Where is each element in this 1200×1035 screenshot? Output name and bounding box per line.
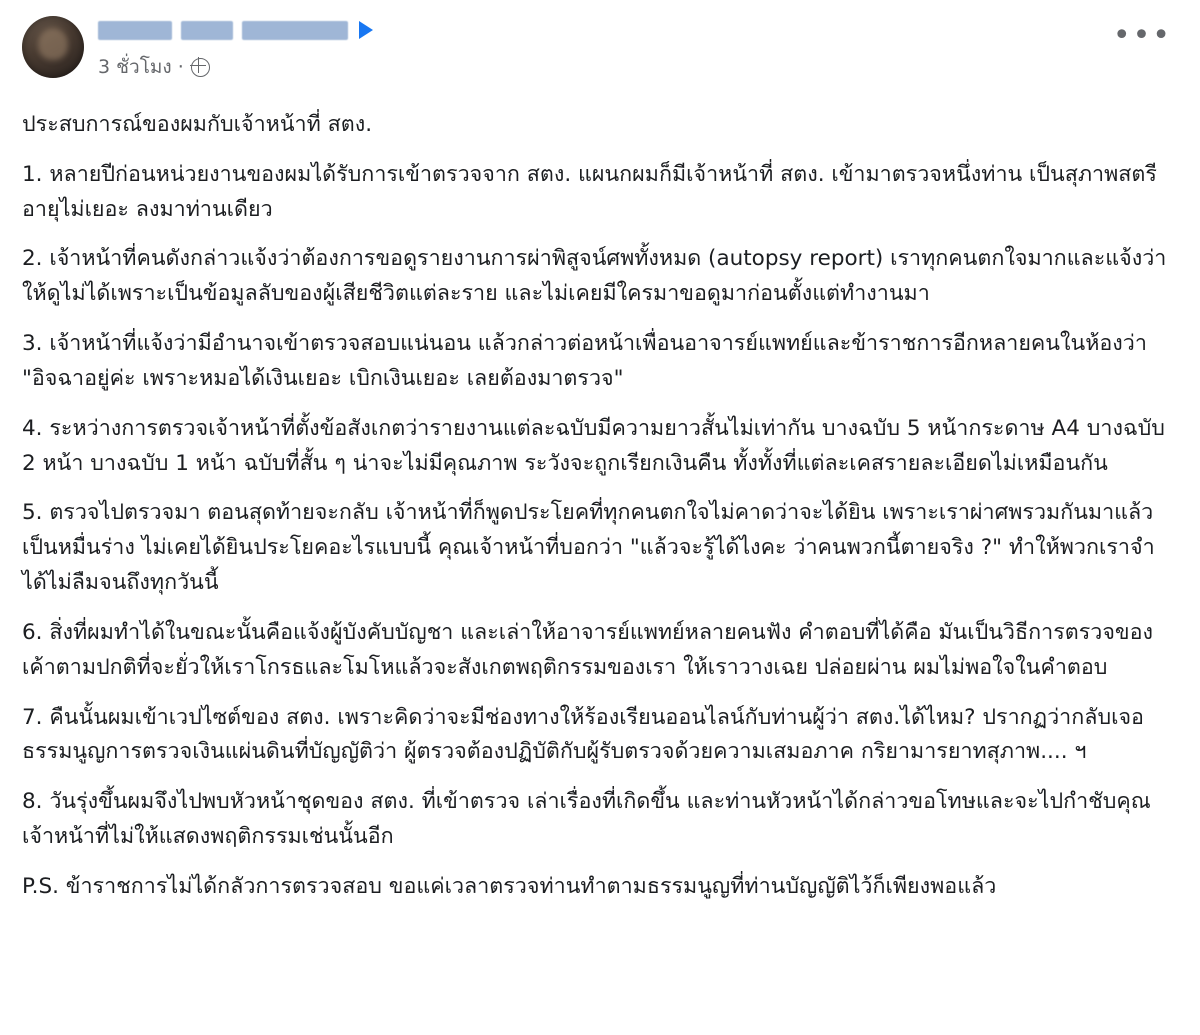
post-paragraph: ประสบการณ์ของผมกับเจ้าหน้าที่ สตง. (22, 112, 373, 137)
post-paragraph: 3. เจ้าหน้าที่แจ้งว่ามีอำนาจเข้าตรวจสอบแน่นอน แล้วกล่าวต่อหน้าเพื่อนอาจารย์แพทย์และข้าราชการอีกหลายคนในห้องว่า "อิจฉาอยู่ค่ะ เพราะหมอได้เงินเยอะ เบิกเงินเยอะ เลยต้องมาตรวจ" (22, 331, 1147, 391)
post-paragraph: P.S. ข้าราชการไม่ได้กลัวการตรวจสอบ ขอแค่เวลาตรวจท่านทำตามธรรมนูญที่ท่านบัญญัติไว้ก็เพียงพอแล้ว (22, 873, 997, 899)
post-author-block (98, 14, 1178, 82)
author-name-redacted-1 (98, 21, 172, 40)
post-paragraph: 6. สิ่งที่ผมทำได้ในขณะนั้นคือแจ้งผู้บังคับบัญชา และเล่าให้อาจารย์แพทย์หลายคนฟัง คำตอบที่ได้คือ มันเป็นวิธีการตรวจของเค้าตามปกติที่จะยั่วให้เราโกรธและโมโหแล้วจะสังเกตพฤติกรรมของเรา ให้เราวางเฉย ปล่อยผ่าน ผมไม่พอใจในคำตอบ (22, 619, 1154, 680)
globe-icon[interactable] (191, 58, 210, 77)
author-name-redacted-3 (242, 21, 348, 40)
post-meta (98, 52, 1178, 82)
post-header (22, 14, 1178, 96)
post-paragraph: 8. วันรุ่งขึ้นผมจึงไปพบหัวหน้าชุดของ สตง. ที่เข้าตรวจ เล่าเรื่องที่เกิดขึ้น และท่านหัวหน้าได้กล่าวขอโทษและจะไปกำชับคุณเจ้าหน้าที่ไม่ให้แสดงพฤติกรรมเช่นนั้นอีก (22, 789, 1151, 850)
more-options-button[interactable]: ••• (1112, 18, 1172, 53)
post-paragraph: 2. เจ้าหน้าที่คนดังกล่าวแจ้งว่าต้องการขอดูรายงานการผ่าพิสูจน์ศพทั้งหมด (autopsy report) เราทุกคนตกใจมากและแจ้งว่าให้ดูไม่ได้เพราะเป็นข้อมูลลับของผู้เสียชีวิตแต่ละราย และไม่เคยมีใครมาขอดูมาก่อนตั้งแต่ทำงานมา (22, 246, 1167, 307)
post-paragraph: 4. ระหว่างการตรวจเจ้าหน้าที่ตั้งข้อสังเกตว่ารายงานแต่ละฉบับมีความยาวสั้นไม่เท่ากัน บางฉบับ 5 หน้ากระดาษ A4 บางฉบับ 2 หน้า บางฉบับ 1 หน้า ฉบับที่สั้น ๆ น่าจะไม่มีคุณภาพ ระวังจะถูกเรียกเงินคืน ทั้งทั้งที่แต่ละเคสรายละเอียดไม่เหมือนกัน (22, 415, 1165, 476)
post-paragraph: 7. คืนนั้นผมเข้าเวปไซต์ของ สตง. เพราะคิดว่าจะมีช่องทางให้ร้องเรียนออนไลน์กับท่านผู้ว่า สตง.ได้ไหม? ปรากฏว่ากลับเจอธรรมนูญการตรวจเงินแผ่นดินที่บัญญัติว่า ผู้ตรวจต้องปฏิบัติกับผู้รับตรวจด้วยความเสมอภาค กริยามารยาทสุภาพ.... ฯ (22, 704, 1144, 765)
meta-separator: · (177, 56, 184, 78)
post-timestamp[interactable]: 3 ชั่วโมง (98, 56, 172, 78)
post-body (22, 108, 1178, 905)
post-paragraph: 1. หลายปีก่อนหน่วยงานของผมได้รับการเข้าตรวจจาก สตง. แผนกผมก็มีเจ้าหน้าที่ สตง. เข้ามาตรวจหนึ่งท่าน เป็นสุภาพสตรีอายุไม่เยอะ ลงมาท่านเดียว (22, 161, 1157, 222)
post-paragraph: 5. ตรวจไปตรวจมา ตอนสุดท้ายจะกลับ เจ้าหน้าที่ก็พูดประโยคที่ทุกคนตกใจไม่คาดว่าจะได้ยิน เพราะเราผ่าศพรวมกันมาแล้วเป็นหมื่นร่าง ไม่เคยได้ยินประโยคอะไรแบบนี้ คุณเจ้าหน้าที่บอกว่า "แล้วจะรู้ได้ไงคะ ว่าคนพวกนี้ตายจริง ?" ทำให้พวกเราจำได้ไม่ลืมจนถึงทุกวันนี้ (22, 500, 1155, 596)
avatar[interactable] (22, 16, 84, 78)
author-name-row[interactable] (98, 16, 1178, 53)
play-badge-icon (359, 21, 373, 39)
author-name-redacted-2 (181, 21, 233, 40)
